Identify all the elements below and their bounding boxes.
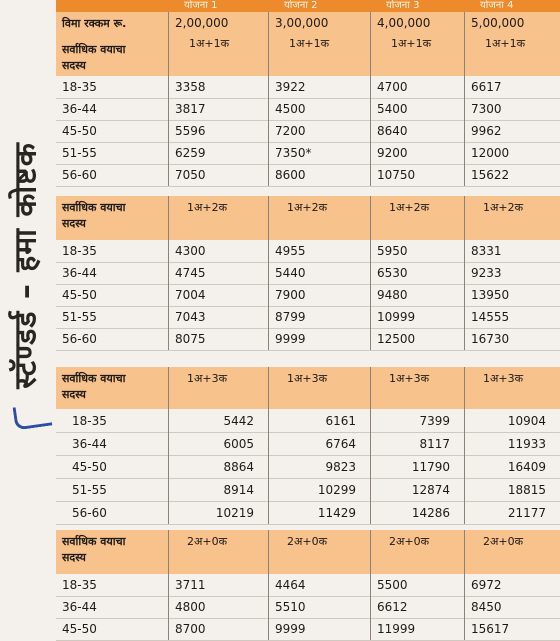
section-3-plan-1-header <box>168 367 268 409</box>
premium-value: 5500 <box>370 574 464 596</box>
age-band: 51-55 <box>62 310 97 324</box>
premium-value: 3711 <box>168 574 268 596</box>
table-row <box>56 501 560 525</box>
premium-value: 7200 <box>268 120 370 142</box>
family-type: 1अ+2क <box>287 201 328 214</box>
premium-value: 4700 <box>370 76 464 98</box>
family-type: 1अ+2क <box>483 201 524 214</box>
premium-value: 7004 <box>168 284 268 306</box>
premium-value: 6972 <box>464 574 560 596</box>
plan-header-3: योजना 3 <box>386 0 420 11</box>
family-type: 1अ+1क <box>289 37 330 50</box>
premium-value: 13950 <box>464 284 560 306</box>
premium-value: 6617 <box>464 76 560 98</box>
premium-value: 9962 <box>464 120 560 142</box>
plan-header-2: योजना 2 <box>284 0 318 11</box>
section-1-plan-4-header <box>464 12 560 76</box>
premium-value: 14555 <box>464 306 560 328</box>
premium-value: 6005 <box>168 432 268 455</box>
section-header-4 <box>56 530 560 574</box>
family-type: 1अ+3क <box>187 372 228 385</box>
family-type: 2अ+0क <box>389 535 430 548</box>
premium-value: 8700 <box>168 618 268 640</box>
premium-value: 3358 <box>168 76 268 98</box>
premium-value: 8600 <box>268 164 370 186</box>
premium-value: 7043 <box>168 306 268 328</box>
table-row <box>56 478 560 502</box>
family-type: 1अ+2क <box>187 201 228 214</box>
premium-value: 3817 <box>168 98 268 120</box>
age-band: 36-44 <box>62 266 97 280</box>
age-band: 18-35 <box>62 578 97 592</box>
age-band: 45-50 <box>62 124 97 138</box>
premium-value: 4464 <box>268 574 370 596</box>
section-2-plan-3-header <box>370 196 464 240</box>
premium-value: 9999 <box>268 618 370 640</box>
table-row <box>56 240 560 263</box>
premium-value: 6764 <box>268 432 370 455</box>
premium-value: 8914 <box>168 478 268 501</box>
plan-header-row <box>56 0 560 12</box>
family-type: 1अ+3क <box>483 372 524 385</box>
table-row <box>56 432 560 456</box>
premium-value: 5596 <box>168 120 268 142</box>
age-band: 56-60 <box>62 168 97 182</box>
premium-value: 8117 <box>370 432 464 455</box>
premium-value: 15622 <box>464 164 560 186</box>
age-band: 51-55 <box>62 146 97 160</box>
table-row <box>56 98 560 121</box>
premium-value: 4500 <box>268 98 370 120</box>
family-type: 1अ+2क <box>389 201 430 214</box>
premium-value: 14286 <box>370 501 464 524</box>
premium-value: 10750 <box>370 164 464 186</box>
family-type: 2अ+0क <box>483 535 524 548</box>
premium-value: 4955 <box>268 240 370 262</box>
premium-value: 18815 <box>464 478 560 501</box>
section-4-plan-3-header <box>370 530 464 574</box>
vertical-title-text: स्टॅण्डर्ड – हमा कोष्टक <box>8 141 44 389</box>
family-type: 1अ+1क <box>485 37 526 50</box>
age-band: 36-44 <box>62 102 97 116</box>
premium-value: 11999 <box>370 618 464 640</box>
premium-value: 6161 <box>268 409 370 432</box>
premium-value: 8331 <box>464 240 560 262</box>
premium-value: 5442 <box>168 409 268 432</box>
premium-value: 11933 <box>464 432 560 455</box>
premium-table <box>56 0 560 636</box>
table-row <box>56 455 560 479</box>
premium-value: 12000 <box>464 142 560 164</box>
family-type: 1अ+3क <box>287 372 328 385</box>
table-row <box>56 284 560 307</box>
family-type: 2अ+0क <box>187 535 228 548</box>
premium-value: 8864 <box>168 455 268 478</box>
sum-insured-value: 2,00,000 <box>175 16 229 30</box>
premium-value: 10299 <box>268 478 370 501</box>
section-header-3 <box>56 367 560 409</box>
family-type: 1अ+3क <box>389 372 430 385</box>
premium-value: 9480 <box>370 284 464 306</box>
table-row <box>56 306 560 329</box>
vertical-table-title <box>2 95 46 435</box>
premium-value: 8799 <box>268 306 370 328</box>
table-row <box>56 164 560 187</box>
premium-value: 7050 <box>168 164 268 186</box>
premium-value: 8640 <box>370 120 464 142</box>
premium-value: 4745 <box>168 262 268 284</box>
member-age-label: सर्वाधिक वयाचा सदस्य <box>62 535 126 564</box>
sum-insured-value: 5,00,000 <box>471 16 525 30</box>
section-3-plan-2-header <box>268 367 370 409</box>
premium-value: 15617 <box>464 618 560 640</box>
age-band: 45-50 <box>62 622 97 636</box>
premium-value: 5510 <box>268 596 370 618</box>
plan-header-1: योजना 1 <box>184 0 218 11</box>
family-type: 2अ+0क <box>287 535 328 548</box>
premium-value: 10999 <box>370 306 464 328</box>
family-type: 1अ+1क <box>189 37 230 50</box>
section-4-plan-2-header <box>268 530 370 574</box>
age-band: 18-35 <box>72 413 107 428</box>
premium-value: 6612 <box>370 596 464 618</box>
premium-value: 9233 <box>464 262 560 284</box>
premium-value: 3922 <box>268 76 370 98</box>
premium-value: 5950 <box>370 240 464 262</box>
premium-value: 6530 <box>370 262 464 284</box>
table-row <box>56 596 560 619</box>
member-age-label <box>56 12 168 76</box>
table-row <box>56 142 560 165</box>
plan-header-4: योजना 4 <box>480 0 514 11</box>
sum-insured-value: 4,00,000 <box>377 16 431 30</box>
age-band: 36-44 <box>72 436 107 451</box>
premium-value: 10219 <box>168 501 268 524</box>
premium-value: 12500 <box>370 328 464 350</box>
premium-value: 5440 <box>268 262 370 284</box>
table-row <box>56 76 560 99</box>
age-band: 18-35 <box>62 80 97 94</box>
section-header-2 <box>56 196 560 240</box>
section-2-plan-1-header <box>168 196 268 240</box>
table-row <box>56 409 560 433</box>
premium-value: 10904 <box>464 409 560 432</box>
section-2-plan-4-header <box>464 196 560 240</box>
member-age-label: सर्वाधिक वयाचा सदस्य <box>62 372 126 401</box>
premium-value: 21177 <box>464 501 560 524</box>
table-row <box>56 262 560 285</box>
section-2-plan-2-header <box>268 196 370 240</box>
age-band: 18-35 <box>62 244 97 258</box>
table-row <box>56 120 560 143</box>
section-1-plan-2-header <box>268 12 370 76</box>
age-band: 56-60 <box>72 505 107 520</box>
premium-value: 11429 <box>268 501 370 524</box>
handwritten-pen-mark <box>13 403 53 431</box>
premium-value: 6259 <box>168 142 268 164</box>
sum-insured-label: विमा रक्कम रू. <box>62 17 127 30</box>
family-type: 1अ+1क <box>391 37 432 50</box>
section-4-plan-4-header <box>464 530 560 574</box>
premium-value: 7300 <box>464 98 560 120</box>
member-label: सर्वाधिक वयाचा सदस्य <box>62 43 126 72</box>
premium-value: 7350* <box>268 142 370 164</box>
premium-value: 4300 <box>168 240 268 262</box>
premium-value: 9200 <box>370 142 464 164</box>
member-age-label: सर्वाधिक वयाचा सदस्य <box>62 201 126 230</box>
sum-insured-value: 3,00,000 <box>275 16 329 30</box>
premium-value: 9999 <box>268 328 370 350</box>
age-band: 36-44 <box>62 600 97 614</box>
section-1-plan-1-header <box>168 12 268 76</box>
age-band: 45-50 <box>72 459 107 474</box>
age-band: 45-50 <box>62 288 97 302</box>
premium-value: 16730 <box>464 328 560 350</box>
premium-value: 5400 <box>370 98 464 120</box>
premium-value: 8450 <box>464 596 560 618</box>
premium-value: 4800 <box>168 596 268 618</box>
premium-value: 16409 <box>464 455 560 478</box>
table-row <box>56 574 560 597</box>
section-1-plan-3-header <box>370 12 464 76</box>
age-band: 56-60 <box>62 332 97 346</box>
premium-value: 8075 <box>168 328 268 350</box>
premium-value: 7900 <box>268 284 370 306</box>
premium-value: 7399 <box>370 409 464 432</box>
table-row <box>56 328 560 351</box>
section-3-plan-3-header <box>370 367 464 409</box>
premium-value: 11790 <box>370 455 464 478</box>
premium-value: 9823 <box>268 455 370 478</box>
section-4-plan-1-header <box>168 530 268 574</box>
premium-value: 12874 <box>370 478 464 501</box>
age-band: 51-55 <box>72 482 107 497</box>
section-3-plan-4-header <box>464 367 560 409</box>
section-header-1 <box>56 12 560 76</box>
